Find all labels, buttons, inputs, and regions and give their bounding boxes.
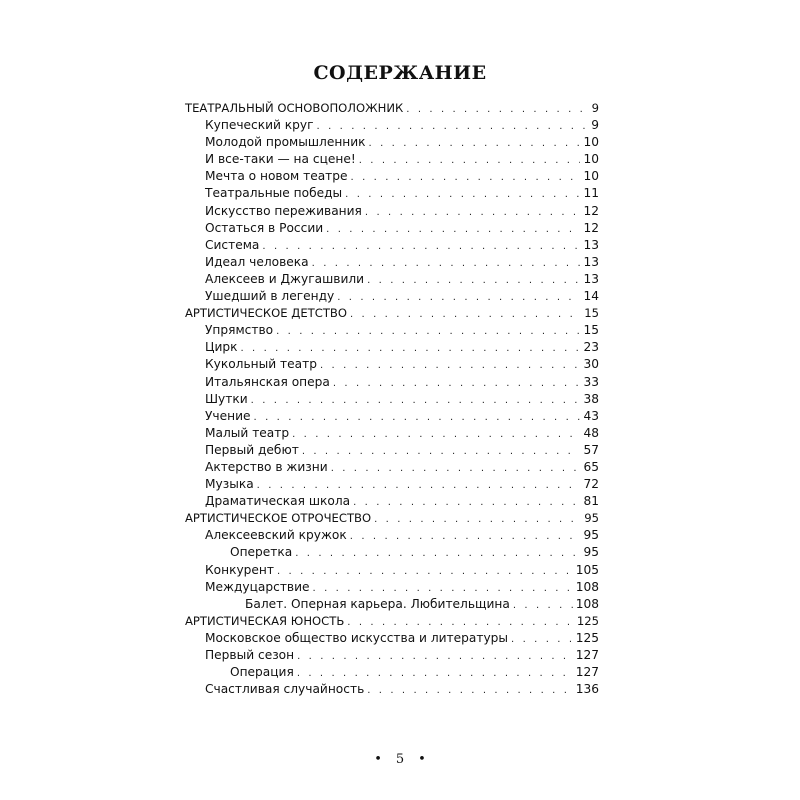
toc-entry-page: 10 <box>583 152 599 167</box>
dot-leader <box>367 272 580 289</box>
toc-entry <box>185 425 599 442</box>
toc-entry <box>185 544 599 561</box>
toc-entry <box>185 288 599 305</box>
toc-entry <box>185 134 599 151</box>
toc-entry-label: Учение <box>205 408 251 423</box>
toc-entry <box>185 151 599 168</box>
dot-leader <box>313 580 573 597</box>
toc-entry-label: АРТИСТИЧЕСКОЕ ДЕТСТВО <box>185 306 347 321</box>
toc-entry <box>185 237 599 254</box>
dot-leader <box>365 204 581 221</box>
toc-entry <box>185 339 599 356</box>
dot-leader <box>353 494 580 511</box>
dot-leader <box>257 477 581 494</box>
toc-entry-label: И все-таки — на сцене! <box>205 152 356 167</box>
page-title: СОДЕРЖАНИЕ <box>313 62 487 84</box>
dot-leader <box>276 323 580 340</box>
toc-entry-page: 65 <box>583 459 599 474</box>
dot-leader <box>251 392 581 409</box>
toc-entry-label: Оперетка <box>230 545 293 560</box>
footer-bullet-right: • <box>418 752 426 767</box>
toc-entry-page: 81 <box>583 494 599 509</box>
toc-entry-page: 33 <box>583 374 599 389</box>
dot-leader <box>326 221 580 238</box>
toc-entry-label: Система <box>205 237 260 252</box>
toc-entry <box>185 408 599 425</box>
toc-entry-label: Первый дебют <box>205 442 299 457</box>
dot-leader <box>350 528 581 545</box>
dot-leader <box>350 306 581 323</box>
toc-entry-page: 72 <box>583 477 599 492</box>
dot-leader <box>262 238 580 255</box>
toc-entry-label: Мечта о новом театре <box>205 169 348 184</box>
dot-leader <box>513 597 573 614</box>
dot-leader <box>254 409 581 426</box>
toc-entry <box>185 459 599 476</box>
toc-entry-label: Конкурент <box>205 562 274 577</box>
toc-entry <box>185 374 599 391</box>
dot-leader <box>331 460 581 477</box>
toc-entry-page: 136 <box>575 682 599 697</box>
toc-entry-page: 13 <box>583 254 599 269</box>
toc-entry-label: Молодой промышленник <box>205 135 366 150</box>
toc-entry <box>185 613 599 630</box>
toc-entry <box>185 527 599 544</box>
toc-entry <box>185 493 599 510</box>
toc-entry <box>185 596 599 613</box>
dot-leader <box>317 118 589 135</box>
toc-entry-page: 9 <box>591 118 599 133</box>
toc-entry-label: Театральные победы <box>205 186 343 201</box>
toc-entry <box>185 579 599 596</box>
toc-entry-page: 15 <box>584 306 599 321</box>
toc-entry-label: Балет. Оперная карьера. Любительщина <box>245 596 510 611</box>
toc-entry-page: 43 <box>583 408 599 423</box>
toc-entry-label: Междуцарствие <box>205 579 310 594</box>
toc-entry-page: 127 <box>575 665 599 680</box>
toc-entry <box>185 168 599 185</box>
dot-leader <box>406 101 588 118</box>
toc-entry-label: ТЕАТРАЛЬНЫЙ ОСНОВОПОЛОЖНИК <box>185 101 404 115</box>
toc-entry <box>185 203 599 220</box>
toc-entry-label: Искусство переживания <box>205 203 362 218</box>
toc-entry-label: Идеал человека <box>205 254 309 269</box>
toc-entry <box>185 664 599 681</box>
toc-entry <box>185 442 599 459</box>
dot-leader <box>347 614 574 631</box>
dot-leader <box>337 289 580 306</box>
toc-entry-label: Малый театр <box>205 425 290 440</box>
toc-entry <box>185 322 599 339</box>
toc-entry-page: 11 <box>583 186 599 201</box>
dot-leader <box>351 169 581 186</box>
toc-entry-page: 108 <box>575 579 599 594</box>
toc-entry-label: Шутки <box>205 391 248 406</box>
dot-leader <box>374 511 581 528</box>
dot-leader <box>345 186 580 203</box>
toc-entry-label: Итальянская опера <box>205 374 330 389</box>
toc-entry <box>185 100 599 117</box>
toc-entry <box>185 476 599 493</box>
dot-leader <box>359 152 581 169</box>
toc-entry <box>185 117 599 134</box>
dot-leader <box>292 426 580 443</box>
toc-entry-page: 30 <box>583 357 599 372</box>
toc-entry-page: 125 <box>575 630 599 645</box>
toc-entry-label: Музыка <box>205 477 254 492</box>
page-number: 5 <box>395 752 405 767</box>
toc-entry-label: Цирк <box>205 340 238 355</box>
dot-leader <box>277 563 573 580</box>
toc-entry-page: 12 <box>583 203 599 218</box>
toc-entry-label: Драматическая школа <box>205 494 351 509</box>
toc-entry-label: Актерство в жизни <box>205 459 328 474</box>
footer-bullet-left: • <box>374 752 382 767</box>
toc-entry <box>185 510 599 527</box>
toc-entry-page: 95 <box>583 528 599 543</box>
toc-entry <box>185 254 599 271</box>
toc-entry-page: 9 <box>591 101 599 115</box>
toc-entry-page: 23 <box>583 340 599 355</box>
dot-leader <box>297 665 573 682</box>
toc-entry-page: 12 <box>583 220 599 235</box>
toc-entry-page: 10 <box>583 169 599 184</box>
toc-entry-label: Купеческий круг <box>205 118 314 133</box>
toc-entry-label: Кукольный театр <box>205 357 317 372</box>
toc-entry-label: АРТИСТИЧЕСКОЕ ОТРОЧЕСТВО <box>185 511 372 526</box>
toc-entry <box>185 681 599 698</box>
dot-leader <box>367 682 572 699</box>
dot-leader <box>511 631 573 648</box>
toc-entry <box>185 647 599 664</box>
dot-leader <box>302 443 581 460</box>
dot-leader <box>295 545 580 562</box>
toc-entry-label: Остаться в России <box>205 220 324 235</box>
toc-entry-label: Алексеев и Джугашвили <box>205 271 365 286</box>
toc-entry-label: Ушедший в легенду <box>205 289 335 304</box>
toc-entry <box>185 220 599 237</box>
dot-leader <box>333 375 581 392</box>
toc-entry <box>185 271 599 288</box>
toc-entry-label: Счастливая случайность <box>205 682 365 697</box>
toc-entry-label: Операция <box>230 665 294 680</box>
toc-entry-page: 10 <box>583 135 599 150</box>
page-footer <box>0 752 800 767</box>
toc-entry-page: 15 <box>583 323 599 338</box>
toc-entry-page: 48 <box>583 425 599 440</box>
toc-entry-label: Московское общество искусства и литературы <box>205 630 509 645</box>
toc-entry-page: 57 <box>583 442 599 457</box>
dot-leader <box>369 135 581 152</box>
toc-entry <box>185 305 599 322</box>
dot-leader <box>320 357 581 374</box>
toc-entry-label: Первый сезон <box>205 648 295 662</box>
toc-entry <box>185 630 599 647</box>
toc-entry <box>185 562 599 579</box>
toc-entry-label: Упрямство <box>205 323 274 338</box>
table-of-contents <box>185 100 599 698</box>
toc-entry <box>185 356 599 373</box>
toc-entry-label: АРТИСТИЧЕСКАЯ ЮНОСТЬ <box>185 613 345 628</box>
toc-entry-page: 105 <box>575 562 599 577</box>
dot-leader <box>240 340 580 357</box>
toc-entry-page: 95 <box>584 511 599 526</box>
toc-entry-page: 108 <box>575 596 599 611</box>
dot-leader <box>312 255 581 272</box>
toc-entry-label: Алексеевский кружок <box>205 528 347 543</box>
toc-entry-page: 38 <box>583 391 599 406</box>
toc-entry-page: 125 <box>576 613 599 628</box>
toc-entry <box>185 185 599 202</box>
toc-entry-page: 127 <box>575 648 599 662</box>
toc-entry-page: 13 <box>583 271 599 286</box>
toc-entry-page: 13 <box>583 237 599 252</box>
dot-leader <box>297 648 573 665</box>
toc-entry-page: 95 <box>583 545 599 560</box>
toc-entry <box>185 391 599 408</box>
toc-entry-page: 14 <box>583 289 599 304</box>
